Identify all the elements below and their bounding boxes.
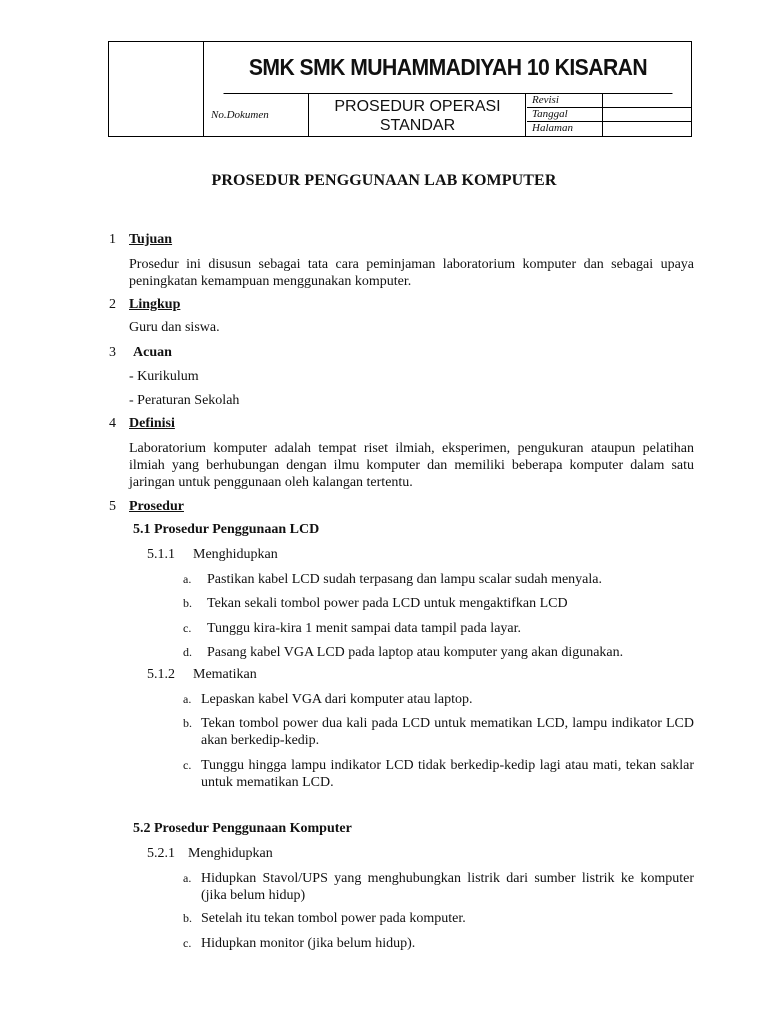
procedure-title bbox=[310, 94, 526, 136]
list-item bbox=[183, 910, 694, 927]
procedure-title-line2: STANDAR bbox=[379, 117, 456, 134]
section-title-prosedur: Prosedur bbox=[129, 499, 184, 514]
subsubsection-title: Menghidupkan bbox=[193, 547, 278, 562]
list-item bbox=[183, 595, 696, 612]
halaman-label: Halaman bbox=[527, 122, 603, 136]
list-text: Lepaskan kabel VGA dari komputer atau laptop. bbox=[201, 692, 473, 707]
list-text: Pasang kabel VGA LCD pada laptop atau komputer yang akan digunakan. bbox=[207, 645, 624, 660]
section-number: 1 bbox=[109, 232, 116, 247]
section-number: 4 bbox=[109, 416, 116, 431]
list-text: Tunggu kira-kira 1 menit sampai data tampil pada layar. bbox=[207, 621, 522, 636]
list-item bbox=[183, 691, 694, 708]
list-marker: a. bbox=[183, 572, 192, 586]
subsubsection-title: Mematikan bbox=[193, 667, 257, 682]
logo-cell bbox=[109, 42, 204, 136]
section-title-acuan: Acuan bbox=[133, 345, 172, 360]
document-title: PROSEDUR PENGGUNAAN LAB KOMPUTER bbox=[211, 172, 557, 189]
acuan-item: - Peraturan Sekolah bbox=[129, 393, 240, 408]
subsubsection-lcd-on bbox=[147, 547, 278, 563]
list-item bbox=[183, 644, 696, 661]
list-marker: b. bbox=[183, 716, 192, 730]
subsubsection-title: Menghidupkan bbox=[188, 846, 273, 861]
acuan-item: - Kurikulum bbox=[129, 369, 199, 384]
list-text: Tunggu hingga lampu indikator LCD tidak berkedip-kedip lagi atau mati, tekan saklar untuk mematikan LCD. bbox=[201, 758, 694, 790]
list-marker: c. bbox=[183, 621, 192, 635]
subsubsection-number: 5.1.1 bbox=[147, 547, 175, 562]
document-header-table bbox=[108, 41, 692, 137]
subsubsection-number: 5.1.2 bbox=[147, 667, 175, 682]
section-text-definisi: Laboratorium komputer adalah tempat riset ilmiah, eksperimen, pengukuran ataupun pelatihan ilmiah yang berhubungan dengan ilmu komputer dan memiliki beberapa komputer dalam satu jaringan untuk penggunaan oleh kalangan tertentu. bbox=[129, 441, 694, 490]
section-number: 5 bbox=[109, 499, 116, 514]
subsubsection-number: 5.2.1 bbox=[147, 846, 175, 861]
document-meta bbox=[527, 94, 692, 136]
subsection-title-lcd: 5.1 Prosedur Penggunaan LCD bbox=[133, 522, 320, 537]
subsubsection-komputer-on bbox=[147, 846, 273, 862]
section-title-definisi: Definisi bbox=[129, 416, 175, 431]
list-text: Tekan tombol power dua kali pada LCD untuk mematikan LCD, lampu indikator LCD akan berkedip-kedip. bbox=[201, 716, 694, 748]
section-text-lingkup: Guru dan siswa. bbox=[129, 320, 220, 335]
section-text-tujuan: Prosedur ini disusun sebagai tata cara peminjaman laboratorium komputer dan sebagai upaya peningkatan kemampuan menggunakan komputer. bbox=[129, 257, 694, 289]
meta-row-halaman bbox=[527, 122, 692, 136]
list-item bbox=[183, 870, 694, 904]
list-marker: d. bbox=[183, 645, 192, 659]
list-marker: a. bbox=[183, 871, 192, 885]
list-marker: c. bbox=[183, 936, 192, 950]
subsubsection-lcd-off bbox=[147, 667, 257, 683]
list-marker: b. bbox=[183, 911, 192, 925]
list-text: Hidupkan Stavol/UPS yang menghubungkan listrik dari sumber listrik ke komputer (jika belum hidup) bbox=[201, 871, 694, 903]
meta-row-revisi bbox=[527, 94, 692, 108]
section-number: 3 bbox=[109, 345, 116, 360]
school-name: SMK SMK MUHAMMADIYAH 10 KISARAN bbox=[224, 42, 673, 94]
list-marker: b. bbox=[183, 596, 192, 610]
subsection-title-komputer: 5.2 Prosedur Penggunaan Komputer bbox=[133, 821, 352, 836]
list-item bbox=[183, 620, 696, 637]
section-title-tujuan: Tujuan bbox=[129, 232, 173, 247]
list-item bbox=[183, 715, 694, 749]
list-text: Tekan sekali tombol power pada LCD untuk mengaktifkan LCD bbox=[207, 596, 568, 611]
list-text: Setelah itu tekan tombol power pada komputer. bbox=[201, 911, 466, 926]
list-item bbox=[183, 571, 696, 588]
no-dokumen-label: No.Dokumen bbox=[204, 94, 309, 136]
revisi-label: Revisi bbox=[527, 94, 603, 107]
list-text: Hidupkan monitor (jika belum hidup). bbox=[201, 936, 416, 951]
procedure-title-line1: PROSEDUR OPERASI bbox=[334, 98, 501, 115]
meta-row-tanggal bbox=[527, 108, 692, 122]
list-item bbox=[183, 935, 694, 952]
list-marker: c. bbox=[183, 758, 192, 772]
list-marker: a. bbox=[183, 692, 192, 706]
tanggal-label: Tanggal bbox=[527, 108, 603, 121]
section-number: 2 bbox=[109, 297, 116, 312]
list-text: Pastikan kabel LCD sudah terpasang dan lampu scalar sudah menyala. bbox=[207, 572, 602, 587]
list-item bbox=[183, 757, 694, 791]
section-title-lingkup: Lingkup bbox=[129, 297, 181, 312]
